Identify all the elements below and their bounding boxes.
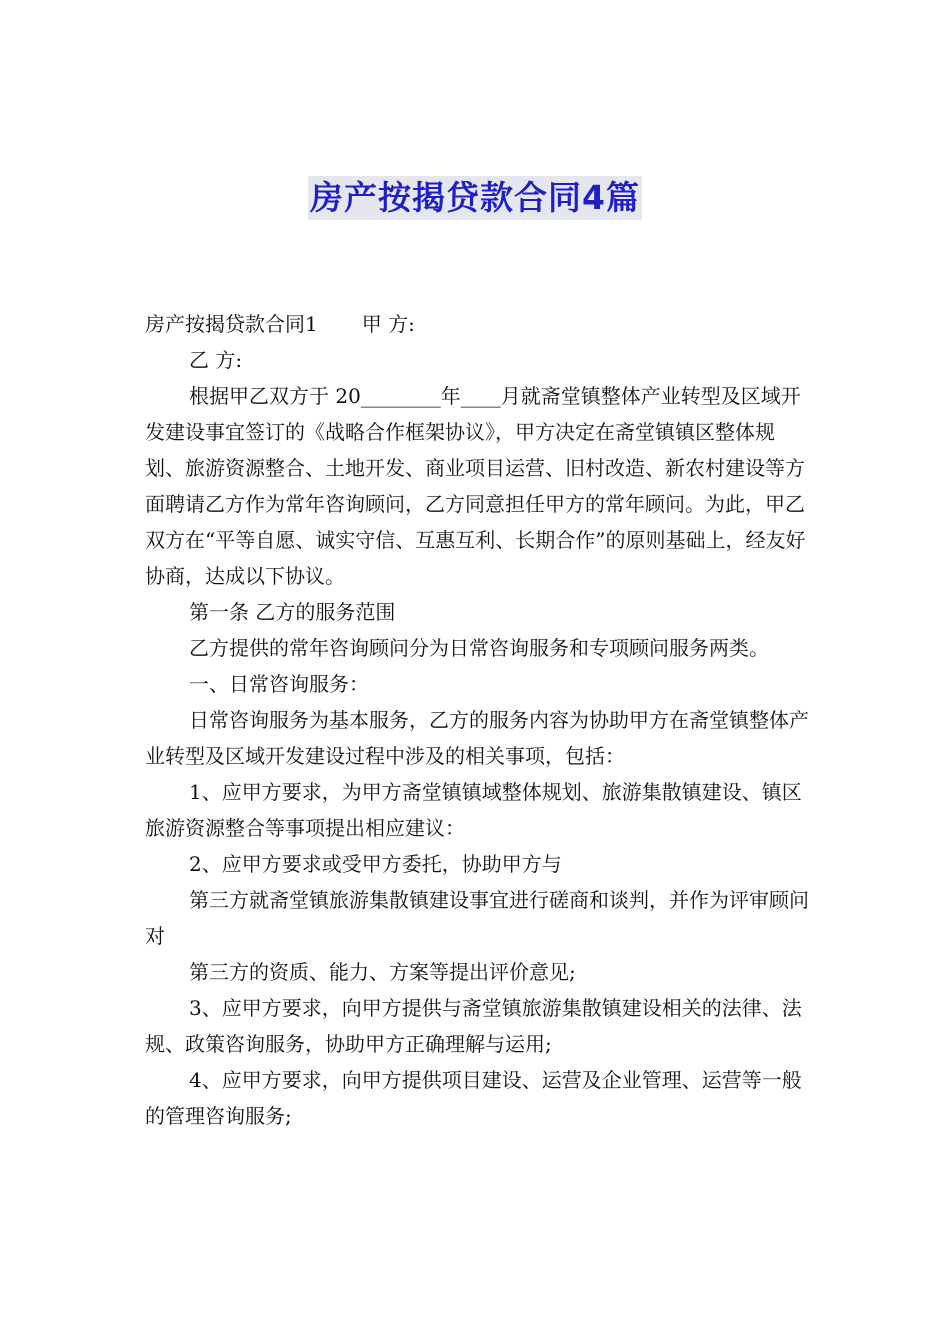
paragraph-third-party-evaluation: 第三方的资质、能力、方案等提出评价意见; (189, 960, 576, 984)
document-body (145, 306, 810, 1134)
first-line (145, 306, 810, 342)
document-title: 房产按揭贷款合同4篇 (308, 176, 642, 220)
list-item-3: 3、应甲方要求，向甲方提供与斋堂镇旅游集散镇建设相关的法律、法规、政策咨询服务，协助甲方正确理解与运用; (145, 996, 802, 1056)
article-1-heading: 第一条 乙方的服务范围 (189, 600, 396, 624)
title-container (0, 176, 950, 220)
party-a-label: 甲 方: (361, 312, 415, 336)
paragraph-daily-service: 日常咨询服务为基本服务，乙方的服务内容为协助甲方在斋堂镇整体产业转型及区域开发建设过程中涉及的相关事项，包括： (145, 708, 809, 768)
contract-heading: 房产按揭贷款合同1 (145, 312, 318, 336)
paragraph-preamble: 根据甲乙双方于 20________年____月就斋堂镇整体产业转型及区域开发建设事宜签订的《战略合作框架协议》，甲方决定在斋堂镇镇区整体规划、旅游资源整合、土地开发、商业项目运营、旧村改造、新农村建设等方面聘请乙方作为常年咨询顾问，乙方同意担任甲方的常年顾问。为此，甲乙双方在“平等自愿、诚实守信、互惠互利、长期合作”的原则基础上，经友好协商，达成以下协议。 (145, 384, 806, 588)
section-1-heading: 一、日常咨询服务： (189, 672, 369, 696)
list-item-4: 4、应甲方要求，向甲方提供项目建设、运营及企业管理、运营等一般的管理咨询服务; (145, 1068, 802, 1128)
list-item-2: 2、应甲方要求或受甲方委托，协助甲方与 (189, 852, 562, 876)
list-item-1: 1、应甲方要求，为甲方斋堂镇镇域整体规划、旅游集散镇建设、镇区旅游资源整合等事项提出相应建议： (145, 780, 802, 840)
paragraph-service-types: 乙方提供的常年咨询顾问分为日常咨询服务和专项顾问服务两类。 (189, 636, 769, 660)
party-b-label: 乙 方: (189, 348, 243, 372)
paragraph-third-party-negotiation: 第三方就斋堂镇旅游集散镇建设事宜进行磋商和谈判，并作为评审顾问对 (145, 888, 809, 948)
